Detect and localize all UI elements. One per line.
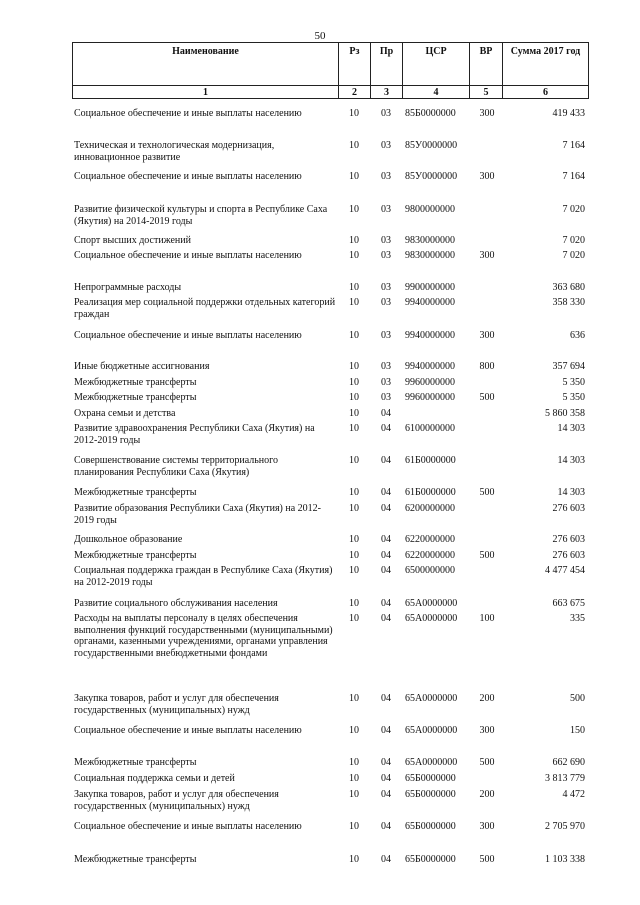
cell-pr: 04: [381, 773, 391, 784]
cell-rz: 10: [349, 757, 359, 768]
cell-vr: 300: [479, 250, 495, 261]
cell-sum: 14 303: [557, 455, 585, 466]
cell-pr: 03: [381, 140, 391, 151]
cell-vr: 200: [479, 789, 495, 800]
cell-vr: 300: [479, 108, 495, 119]
cell-csr: 6220000000: [405, 534, 455, 545]
cell-vr: 800: [479, 361, 495, 372]
cell-rz: 10: [349, 108, 359, 119]
cell-sum: 358 330: [552, 297, 585, 308]
cell-rz: 10: [349, 282, 359, 293]
cell-pr: 04: [381, 757, 391, 768]
cell-name: Техническая и технологическая модернизация, инновационное развитие: [74, 140, 275, 163]
cell-pr: 04: [381, 789, 391, 800]
cell-pr: 04: [381, 598, 391, 609]
cell-csr: 9960000000: [405, 392, 455, 403]
cell-rz: 10: [349, 854, 359, 865]
cell-rz: 10: [349, 377, 359, 388]
cell-pr: 04: [381, 565, 391, 576]
header-name: Наименование: [73, 43, 339, 86]
cell-sum: 500: [570, 693, 585, 704]
cell-csr: 9940000000: [405, 297, 455, 308]
cell-pr: 04: [381, 693, 391, 704]
cell-vr: 200: [479, 693, 495, 704]
cell-name: Закупка товаров, работ и услуг для обеспечения государственных (муниципальных) нужд: [74, 789, 279, 812]
cell-sum: 4 477 454: [545, 565, 585, 576]
header-csr: ЦСР: [403, 43, 470, 86]
header-num-5: 5: [470, 86, 503, 99]
cell-rz: 10: [349, 392, 359, 403]
cell-rz: 10: [349, 565, 359, 576]
cell-rz: 10: [349, 487, 359, 498]
cell-name: Межбюджетные трансферты: [74, 487, 197, 498]
cell-sum: 363 680: [552, 282, 585, 293]
cell-sum: 276 603: [552, 534, 585, 545]
cell-sum: 7 020: [562, 250, 585, 261]
cell-csr: 9900000000: [405, 282, 455, 293]
cell-name: Межбюджетные трансферты: [74, 392, 197, 403]
cell-name: Развитие физической культуры и спорта в Республике Саха (Якутия) на 2014-2019 годы: [74, 204, 328, 227]
header-num-2: 2: [339, 86, 371, 99]
header-rz: Рз: [339, 43, 371, 86]
cell-vr: 300: [479, 171, 495, 182]
cell-csr: 65А0000000: [405, 757, 458, 768]
cell-sum: 2 705 970: [545, 821, 585, 832]
cell-csr: 9940000000: [405, 361, 455, 372]
cell-vr: 300: [479, 725, 495, 736]
cell-name: Развитие здравоохранения Республики Саха (Якутия) на 2012-2019 годы: [74, 423, 315, 446]
cell-rz: 10: [349, 455, 359, 466]
cell-csr: 6200000000: [405, 503, 455, 514]
cell-csr: 85У0000000: [405, 171, 458, 182]
cell-name: Закупка товаров, работ и услуг для обеспечения государственных (муниципальных) нужд: [74, 693, 279, 716]
cell-csr: 65Б0000000: [405, 773, 456, 784]
cell-pr: 04: [381, 550, 391, 561]
cell-rz: 10: [349, 297, 359, 308]
header-num-1: 1: [73, 86, 339, 99]
cell-name: Социальное обеспечение и иные выплаты населению: [74, 821, 302, 832]
cell-rz: 10: [349, 725, 359, 736]
cell-name: Межбюджетные трансферты: [74, 757, 197, 768]
cell-rz: 10: [349, 503, 359, 514]
cell-csr: 65Б0000000: [405, 789, 456, 800]
cell-vr: 500: [479, 392, 495, 403]
cell-csr: 65А0000000: [405, 613, 458, 624]
cell-csr: 65А0000000: [405, 598, 458, 609]
cell-sum: 5 860 358: [545, 408, 585, 419]
cell-pr: 03: [381, 250, 391, 261]
cell-csr: 65А0000000: [405, 693, 458, 704]
cell-rz: 10: [349, 773, 359, 784]
cell-rz: 10: [349, 550, 359, 561]
cell-rz: 10: [349, 235, 359, 246]
cell-csr: 61Б0000000: [405, 455, 456, 466]
cell-sum: 335: [570, 613, 585, 624]
cell-sum: 4 472: [562, 789, 585, 800]
cell-sum: 663 675: [552, 598, 585, 609]
cell-name: Дошкольное образование: [74, 534, 183, 545]
cell-name: Расходы на выплаты персоналу в целях обеспечения выполнения функций государственными (муниципальными) органами, казенными учреждениями, органами управления государственными внебюджетными фондами: [74, 613, 333, 659]
cell-pr: 03: [381, 204, 391, 215]
cell-csr: 85У0000000: [405, 140, 458, 151]
cell-name: Социальное обеспечение и иные выплаты населению: [74, 725, 302, 736]
cell-name: Межбюджетные трансферты: [74, 550, 197, 561]
cell-sum: 276 603: [552, 550, 585, 561]
cell-vr: 500: [479, 550, 495, 561]
cell-pr: 04: [381, 487, 391, 498]
cell-rz: 10: [349, 204, 359, 215]
cell-name: Совершенствование системы территориального планирования Республики Саха (Якутия): [74, 455, 279, 478]
cell-sum: 3 813 779: [545, 773, 585, 784]
cell-rz: 10: [349, 598, 359, 609]
cell-pr: 04: [381, 503, 391, 514]
cell-vr: 500: [479, 854, 495, 865]
cell-pr: 03: [381, 108, 391, 119]
cell-name: Социальная поддержка граждан в Республике Саха (Якутия) на 2012-2019 годы: [74, 565, 333, 588]
cell-csr: 61Б0000000: [405, 487, 456, 498]
cell-csr: 6500000000: [405, 565, 455, 576]
cell-rz: 10: [349, 140, 359, 151]
cell-sum: 276 603: [552, 503, 585, 514]
cell-vr: 500: [479, 487, 495, 498]
cell-rz: 10: [349, 423, 359, 434]
cell-pr: 03: [381, 330, 391, 341]
cell-csr: 9960000000: [405, 377, 455, 388]
header-num-6: 6: [503, 86, 589, 99]
cell-pr: 04: [381, 423, 391, 434]
cell-rz: 10: [349, 330, 359, 341]
cell-vr: 500: [479, 757, 495, 768]
cell-sum: 636: [570, 330, 585, 341]
cell-pr: 03: [381, 171, 391, 182]
cell-sum: 1 103 338: [545, 854, 585, 865]
header-vr: ВР: [470, 43, 503, 86]
cell-sum: 662 690: [552, 757, 585, 768]
cell-sum: 5 350: [562, 377, 585, 388]
cell-sum: 7 164: [562, 171, 585, 182]
cell-name: Социальное обеспечение и иные выплаты населению: [74, 108, 302, 119]
cell-rz: 10: [349, 693, 359, 704]
cell-rz: 10: [349, 613, 359, 624]
cell-pr: 04: [381, 455, 391, 466]
cell-name: Иные бюджетные ассигнования: [74, 361, 210, 372]
cell-pr: 03: [381, 392, 391, 403]
cell-pr: 04: [381, 725, 391, 736]
cell-sum: 419 433: [552, 108, 585, 119]
cell-csr: 9830000000: [405, 235, 455, 246]
cell-name: Межбюджетные трансферты: [74, 377, 197, 388]
cell-sum: 357 694: [552, 361, 585, 372]
cell-name: Непрограммные расходы: [74, 282, 182, 293]
cell-name: Социальная поддержка семьи и детей: [74, 773, 235, 784]
cell-rz: 10: [349, 408, 359, 419]
cell-pr: 04: [381, 854, 391, 865]
page-number: 50: [314, 30, 326, 42]
cell-sum: 7 164: [562, 140, 585, 151]
cell-vr: 300: [479, 821, 495, 832]
cell-rz: 10: [349, 534, 359, 545]
cell-csr: 6100000000: [405, 423, 455, 434]
cell-name: Охрана семьи и детства: [74, 408, 176, 419]
cell-name: Социальное обеспечение и иные выплаты населению: [74, 171, 302, 182]
cell-sum: 14 303: [557, 487, 585, 498]
cell-pr: 03: [381, 282, 391, 293]
cell-rz: 10: [349, 171, 359, 182]
cell-csr: 6220000000: [405, 550, 455, 561]
header-num-4: 4: [403, 86, 470, 99]
cell-pr: 03: [381, 297, 391, 308]
cell-rz: 10: [349, 250, 359, 261]
cell-sum: 5 350: [562, 392, 585, 403]
cell-vr: 300: [479, 330, 495, 341]
cell-pr: 04: [381, 821, 391, 832]
cell-csr: 85Б0000000: [405, 108, 456, 119]
cell-pr: 04: [381, 613, 391, 624]
header-sum: Сумма 2017 год: [503, 43, 589, 86]
cell-sum: 7 020: [562, 235, 585, 246]
cell-csr: 65А0000000: [405, 725, 458, 736]
cell-name: Развитие социального обслуживания населения: [74, 598, 278, 609]
cell-name: Социальное обеспечение и иные выплаты населению: [74, 250, 302, 261]
table-header: [72, 42, 589, 99]
cell-name: Межбюджетные трансферты: [74, 854, 197, 865]
cell-pr: 03: [381, 361, 391, 372]
cell-rz: 10: [349, 789, 359, 800]
cell-name: Развитие образования Республики Саха (Якутия) на 2012-2019 годы: [74, 503, 322, 526]
cell-csr: 65Б0000000: [405, 854, 456, 865]
cell-rz: 10: [349, 361, 359, 372]
header-pr: Пр: [371, 43, 403, 86]
cell-sum: 150: [570, 725, 585, 736]
cell-sum: 14 303: [557, 423, 585, 434]
cell-pr: 04: [381, 534, 391, 545]
cell-pr: 03: [381, 377, 391, 388]
cell-sum: 7 020: [562, 204, 585, 215]
cell-pr: 04: [381, 408, 391, 419]
cell-csr: 65Б0000000: [405, 821, 456, 832]
cell-rz: 10: [349, 821, 359, 832]
cell-csr: 9830000000: [405, 250, 455, 261]
cell-csr: 9940000000: [405, 330, 455, 341]
header-num-3: 3: [371, 86, 403, 99]
cell-name: Социальное обеспечение и иные выплаты населению: [74, 330, 302, 341]
cell-name: Спорт высших достижений: [74, 235, 191, 246]
cell-name: Реализация мер социальной поддержки отдельных категорий граждан: [74, 297, 336, 320]
cell-pr: 03: [381, 235, 391, 246]
cell-vr: 100: [479, 613, 495, 624]
cell-csr: 9800000000: [405, 204, 455, 215]
